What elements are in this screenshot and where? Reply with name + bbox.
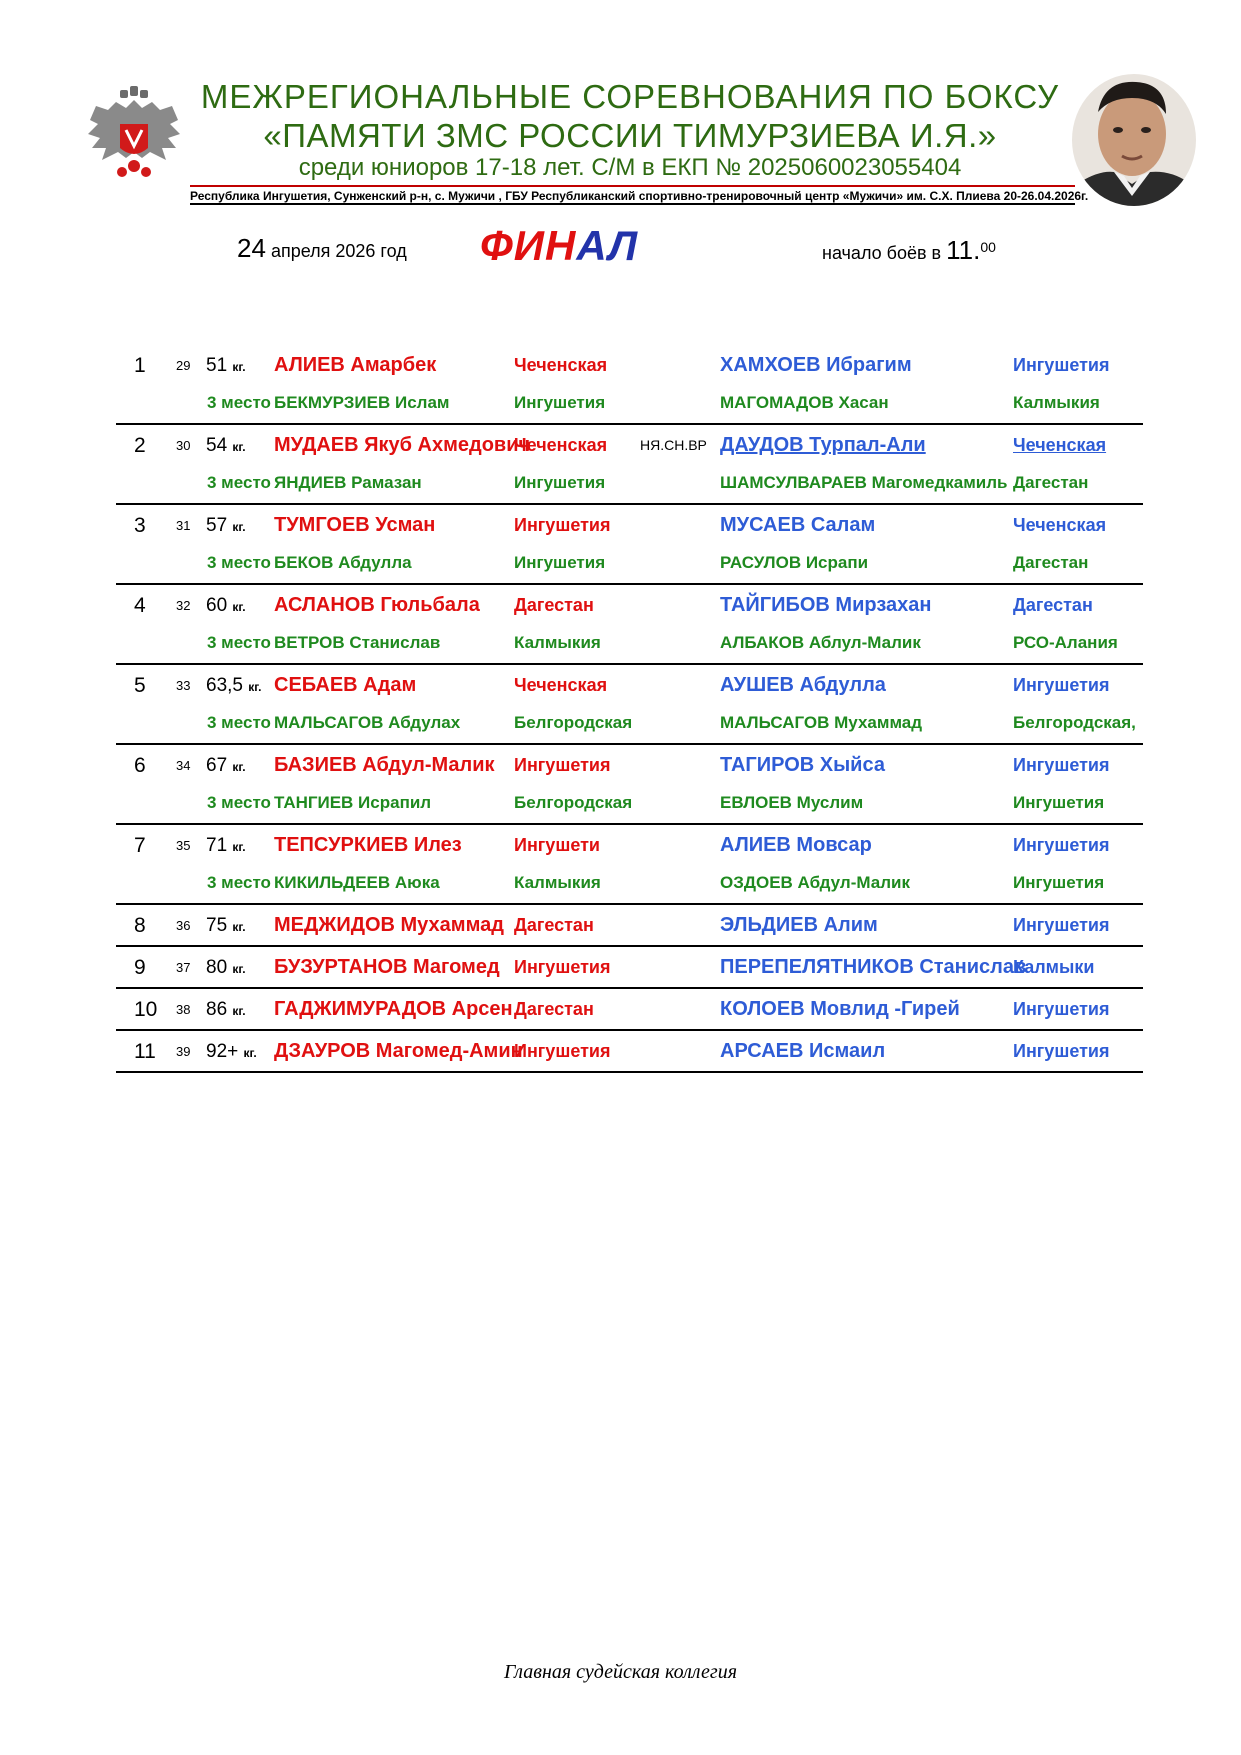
bout-number: 11 bbox=[134, 1040, 156, 1063]
event-category: среди юниоров 17-18 лет. С/М в ЕКП № 2025060023055404 bbox=[298, 154, 962, 181]
third-place-row bbox=[0, 544, 1241, 582]
footer-signature: Главная судейская коллегия bbox=[503, 1661, 738, 1683]
result-mark: НЯ.СН.ВР bbox=[640, 437, 707, 453]
red-corner-name: ТУМГОЕВ Усман bbox=[274, 514, 436, 536]
blue-corner-region: Ингушетия bbox=[1013, 915, 1110, 935]
blue-corner-name: ТАГИРОВ Хыйса bbox=[720, 754, 885, 776]
bout-number: 8 bbox=[134, 914, 146, 937]
weight-value: 71 bbox=[206, 835, 228, 856]
weight-unit: кг. bbox=[243, 1046, 257, 1060]
blue-corner-region: Ингушетия bbox=[1013, 835, 1110, 855]
weight-value: 75 bbox=[206, 915, 228, 936]
third-place-label: 3 место bbox=[207, 873, 271, 892]
weight-unit: кг. bbox=[232, 1004, 246, 1018]
third-place-label: 3 место bbox=[207, 633, 271, 652]
red-corner-name: МЕДЖИДОВ Мухаммад bbox=[274, 914, 504, 936]
start-minutes: 00 bbox=[980, 239, 996, 255]
third-place-region-2: РСО-Алания bbox=[1013, 633, 1118, 652]
third-place-row bbox=[0, 624, 1241, 662]
blue-corner-region: Ингушетия bbox=[1013, 675, 1110, 695]
weight-class bbox=[206, 1041, 257, 1063]
weight-unit: кг. bbox=[232, 840, 246, 854]
weight-value: 67 bbox=[206, 755, 228, 776]
red-corner-region: Дагестан bbox=[514, 595, 594, 615]
weight-value: 86 bbox=[206, 999, 228, 1020]
date-day: 24 bbox=[237, 233, 266, 263]
third-place-region-1: Ингушетия bbox=[514, 553, 606, 572]
third-place-row bbox=[0, 704, 1241, 742]
start-hour: 11. bbox=[946, 235, 981, 265]
blue-corner-region: Чеченская bbox=[1013, 515, 1107, 535]
third-place-label: 3 место bbox=[207, 473, 271, 492]
blue-corner-region: Ингушетия bbox=[1013, 755, 1110, 775]
date-month-year: апреля 2026 год bbox=[270, 241, 407, 261]
weight-unit: кг. bbox=[232, 520, 246, 534]
bout-number: 6 bbox=[134, 754, 146, 777]
bout-number: 3 bbox=[134, 514, 146, 537]
third-place-name-2: АЛБАКОВ Аблул-Малик bbox=[720, 633, 921, 652]
blue-corner-name: АУШЕВ Абдулла bbox=[720, 674, 886, 696]
red-corner-region: Чеченская bbox=[514, 675, 608, 695]
blue-corner-region: Калмыки bbox=[1013, 957, 1095, 977]
third-place-name-2: МАГОМАДОВ Хасан bbox=[720, 393, 889, 412]
red-corner-region: Ингушетия bbox=[514, 755, 611, 775]
event-subtitle: «ПАМЯТИ ЗМС РОССИИ ТИМУРЗИЕВА И.Я.» bbox=[263, 117, 997, 154]
weight-class bbox=[206, 835, 246, 857]
red-corner-region: Ингушети bbox=[514, 835, 600, 855]
red-corner-name: БАЗИЕВ Абдул-Малик bbox=[274, 754, 495, 776]
bout-code: 39 bbox=[176, 1044, 191, 1059]
blue-corner-region: Ингушетия bbox=[1013, 355, 1110, 375]
bout-code: 30 bbox=[176, 438, 191, 453]
third-place-name-1: ВЕТРОВ Станислав bbox=[274, 633, 441, 652]
third-place-region-2: Ингушетия bbox=[1013, 873, 1105, 892]
third-place-name-2: МАЛЬСАГОВ Мухаммад bbox=[720, 713, 923, 732]
bout-row bbox=[0, 664, 1241, 704]
weight-class bbox=[206, 755, 246, 777]
third-place-name-1: БЕКОВ Абдулла bbox=[274, 553, 412, 572]
bout-row bbox=[0, 946, 1241, 986]
third-place-region-1: Ингушетия bbox=[514, 473, 606, 492]
weight-class bbox=[206, 595, 246, 617]
blue-corner-name: КОЛОЕВ Мовлид -Гирей bbox=[720, 998, 960, 1020]
blue-corner-region: Дагестан bbox=[1013, 595, 1093, 615]
red-corner-name: МУДАЕВ Якуб Ахмедович bbox=[274, 434, 531, 456]
weight-value: 60 bbox=[206, 595, 228, 616]
header-divider-black bbox=[190, 203, 1075, 205]
weight-value: 92+ bbox=[206, 1041, 239, 1062]
third-place-name-1: БЕКМУРЗИЕВ Ислам bbox=[274, 393, 450, 412]
third-place-name-2: ШАМСУЛВАРАЕВ Магомедкамиль bbox=[720, 473, 1008, 492]
stage-title-part2: АЛ bbox=[576, 222, 639, 269]
red-corner-name: ТЕПСУРКИЕВ Илез bbox=[274, 834, 462, 856]
third-place-name-2: ЕВЛОЕВ Муслим bbox=[720, 793, 864, 812]
third-place-row bbox=[0, 384, 1241, 422]
third-place-name-2: РАСУЛОВ Исрапи bbox=[720, 553, 869, 572]
blue-corner-name: ХАМХОЕВ Ибрагим bbox=[720, 354, 912, 376]
third-place-row bbox=[0, 864, 1241, 902]
weight-unit: кг. bbox=[248, 680, 262, 694]
third-place-label: 3 место bbox=[207, 393, 271, 412]
bout-row bbox=[0, 824, 1241, 864]
weight-unit: кг. bbox=[232, 962, 246, 976]
weight-value: 51 bbox=[206, 355, 228, 376]
third-place-region-1: Калмыкия bbox=[514, 873, 601, 892]
blue-corner-name: АЛИЕВ Мовсар bbox=[720, 834, 872, 856]
bout-row bbox=[0, 584, 1241, 624]
bout-code: 34 bbox=[176, 758, 191, 773]
red-corner-name: АЛИЕВ Амарбек bbox=[274, 354, 437, 376]
third-place-row bbox=[0, 784, 1241, 822]
bout-row bbox=[0, 504, 1241, 544]
bout-row bbox=[0, 1030, 1241, 1070]
start-time-label: начало боёв в bbox=[822, 243, 942, 263]
event-title: МЕЖРЕГИОНАЛЬНЫЕ СОРЕВНОВАНИЯ ПО БОКСУ bbox=[200, 78, 1060, 115]
bout-code: 37 bbox=[176, 960, 191, 975]
weight-value: 57 bbox=[206, 515, 228, 536]
third-place-name-1: ТАНГИЕВ Исрапил bbox=[274, 793, 432, 812]
blue-corner-region: Ингушетия bbox=[1013, 999, 1110, 1019]
third-place-region-2: Дагестан bbox=[1013, 473, 1089, 492]
bout-row bbox=[0, 988, 1241, 1028]
third-place-region-1: Калмыкия bbox=[514, 633, 601, 652]
red-corner-name: АСЛАНОВ Гюльбала bbox=[274, 594, 480, 616]
red-corner-region: Дагестан bbox=[514, 915, 594, 935]
third-place-region-1: Белгородская bbox=[514, 793, 633, 812]
blue-corner-region: Ингушетия bbox=[1013, 1041, 1110, 1061]
weight-class bbox=[206, 355, 246, 377]
third-place-name-1: МАЛЬСАГОВ Абдулах bbox=[274, 713, 461, 732]
weight-class bbox=[206, 915, 246, 937]
header-divider-red bbox=[190, 185, 1075, 187]
bout-row bbox=[0, 744, 1241, 784]
weight-class bbox=[206, 675, 261, 697]
bout-code: 33 bbox=[176, 678, 191, 693]
weight-unit: кг. bbox=[232, 600, 246, 614]
portrait-photo bbox=[1070, 72, 1198, 208]
blue-corner-region: Чеченская bbox=[1013, 435, 1107, 455]
weight-class bbox=[206, 957, 246, 979]
third-place-region-1: Белгородская bbox=[514, 713, 633, 732]
bout-code: 36 bbox=[176, 918, 191, 933]
red-corner-region: Чеченская bbox=[514, 355, 608, 375]
weight-class bbox=[206, 515, 246, 537]
third-place-region-2: Белгородская, bbox=[1013, 713, 1136, 732]
red-corner-name: ДЗАУРОВ Магомед-Амин bbox=[274, 1040, 523, 1062]
bout-number: 2 bbox=[134, 434, 146, 457]
bout-number: 7 bbox=[134, 834, 146, 857]
red-corner-region: Ингушетия bbox=[514, 515, 611, 535]
third-place-region-2: Дагестан bbox=[1013, 553, 1089, 572]
bout-code: 32 bbox=[176, 598, 191, 613]
third-place-region-2: Калмыкия bbox=[1013, 393, 1100, 412]
stage-title bbox=[480, 222, 638, 270]
third-place-name-1: ЯНДИЕВ Рамазан bbox=[274, 473, 422, 492]
third-place-label: 3 место bbox=[207, 793, 271, 812]
blue-corner-name: АРСАЕВ Исмаил bbox=[720, 1040, 886, 1062]
bout-number: 1 bbox=[134, 354, 146, 377]
blue-corner-name: ПЕРЕПЕЛЯТНИКОВ Станислав bbox=[720, 956, 1027, 978]
stage-title-part1: ФИН bbox=[480, 222, 577, 269]
weight-unit: кг. bbox=[232, 440, 246, 454]
red-corner-name: ГАДЖИМУРАДОВ Арсен bbox=[274, 998, 513, 1020]
weight-unit: кг. bbox=[232, 920, 246, 934]
competition-date bbox=[237, 233, 407, 264]
eagle-emblem-icon bbox=[86, 86, 182, 186]
red-corner-region: Ингушетия bbox=[514, 1041, 611, 1061]
weight-value: 80 bbox=[206, 957, 228, 978]
weight-value: 54 bbox=[206, 435, 228, 456]
bout-number: 5 bbox=[134, 674, 146, 697]
bout-number: 9 bbox=[134, 956, 146, 979]
third-place-name-2: ОЗДОЕВ Абдул-Малик bbox=[720, 873, 910, 892]
red-corner-region: Ингушетия bbox=[514, 957, 611, 977]
weight-unit: кг. bbox=[232, 360, 246, 374]
red-corner-region: Дагестан bbox=[514, 999, 594, 1019]
start-time bbox=[822, 235, 996, 266]
third-place-label: 3 место bbox=[207, 713, 271, 732]
red-corner-name: БУЗУРТАНОВ Магомед bbox=[274, 956, 500, 978]
third-place-region-2: Ингушетия bbox=[1013, 793, 1105, 812]
third-place-label: 3 место bbox=[207, 553, 271, 572]
bout-row bbox=[0, 344, 1241, 384]
bout-number: 4 bbox=[134, 594, 146, 617]
bout-number: 10 bbox=[134, 998, 158, 1021]
bout-code: 38 bbox=[176, 1002, 191, 1017]
red-corner-name: СЕБАЕВ Адам bbox=[274, 674, 417, 696]
blue-corner-name: ТАЙГИБОВ Мирзахан bbox=[720, 594, 932, 616]
blue-corner-name: ЭЛЬДИЕВ Алим bbox=[720, 914, 878, 936]
weight-unit: кг. bbox=[232, 760, 246, 774]
third-place-name-1: КИКИЛЬДЕЕВ Аюка bbox=[274, 873, 440, 892]
third-place-region-1: Ингушетия bbox=[514, 393, 606, 412]
red-corner-region: Чеченская bbox=[514, 435, 608, 455]
bout-row bbox=[0, 424, 1241, 464]
row-divider bbox=[116, 1071, 1143, 1073]
bout-code: 31 bbox=[176, 518, 191, 533]
bout-row bbox=[0, 904, 1241, 944]
bout-code: 35 bbox=[176, 838, 191, 853]
weight-value: 63,5 bbox=[206, 675, 243, 696]
event-venue: Республика Ингушетия, Сунженский р-н, с. Мужичи , ГБУ Республиканский спортивно-тренировочный центр «Мужичи» им. С.Х. Плиева 20-26.04.2026г. bbox=[190, 189, 1089, 203]
weight-class bbox=[206, 999, 246, 1021]
third-place-row bbox=[0, 464, 1241, 502]
weight-class bbox=[206, 435, 246, 457]
blue-corner-name: МУСАЕВ Салам bbox=[720, 514, 876, 536]
blue-corner-name: ДАУДОВ Турпал-Али bbox=[720, 434, 926, 456]
bout-code: 29 bbox=[176, 358, 191, 373]
